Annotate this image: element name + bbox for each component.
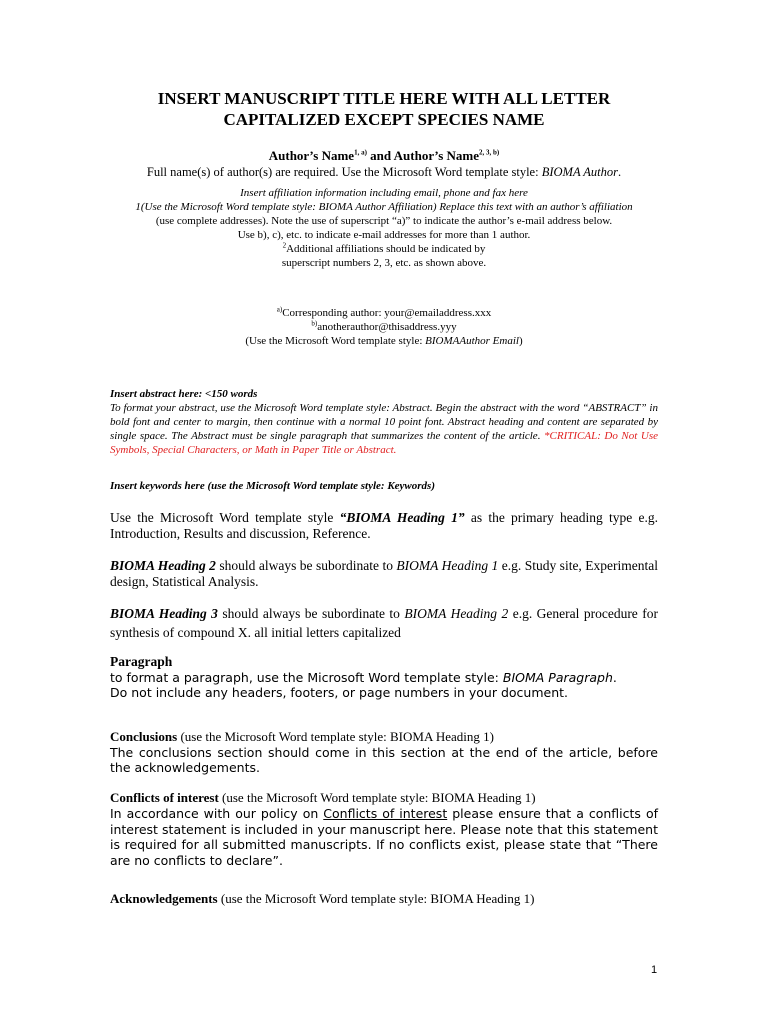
manuscript-title [110, 88, 658, 130]
corresp-email-1: Corresponding author: your@emailaddress.xxx [282, 307, 492, 319]
author-1-superscript: 1, a) [354, 148, 367, 157]
heading1-paragraph [110, 510, 658, 542]
paragraph-heading: Paragraph [110, 654, 173, 669]
corresp-style-note [110, 334, 658, 348]
h2-style: BIOMA Heading 2 [110, 558, 216, 573]
corresp-sup-a: a) [276, 305, 283, 314]
h2-suffix: e.g. Study site, Experimental design, Statistical Analysis. [110, 558, 658, 589]
conflicts-text [110, 806, 658, 868]
corresponding-author [110, 306, 658, 320]
conflicts-heading: Conflicts of interest [110, 790, 219, 805]
heading3-paragraph [110, 604, 658, 642]
corresp-note-suffix: ) [518, 335, 523, 347]
abstract-block [110, 387, 658, 457]
h3-style: BIOMA Heading 3 [110, 606, 218, 621]
paragraph-line1-suffix: . [612, 670, 617, 685]
affiliation-block [110, 186, 658, 270]
conclusions-heading-line [110, 729, 658, 745]
paragraph-line1-style: BIOMA Paragraph [502, 670, 613, 685]
conclusions-heading: Conclusions [110, 729, 178, 744]
title-line-2: CAPITALIZED EXCEPT SPECIES NAME [223, 110, 545, 129]
affiliation-line-1: Insert affiliation information including email, phone and fax here [240, 187, 528, 199]
conclusions-note: (use the Microsoft Word template style: BIOMA Heading 1) [177, 729, 494, 744]
conflicts-note: (use the Microsoft Word template style: BIOMA Heading 1) [218, 790, 536, 805]
abstract-heading: Insert abstract here: <150 words [110, 388, 258, 400]
paragraph-text [110, 670, 658, 685]
author-2-superscript: 2, 3, b) [479, 148, 500, 157]
author-note [110, 164, 658, 180]
conflicts-policy-link[interactable]: Conflicts of interest [323, 806, 448, 821]
acknowledgements-heading-line [110, 891, 658, 907]
affiliation-line-4: Use b), c), etc. to indicate e-mail addresses for more than 1 author. [237, 229, 531, 241]
heading2-paragraph [110, 558, 658, 590]
affiliation-line-6: superscript numbers 2, 3, etc. as shown above. [281, 257, 487, 269]
page-number: 1 [651, 964, 658, 976]
conflicts-heading-line [110, 790, 658, 806]
h3-ref: BIOMA Heading 2 [404, 606, 509, 621]
author-note-suffix: . [618, 165, 622, 179]
conclusions-text: The conclusions section should come in this section at the end of the article, before the acknowledgements. [110, 745, 658, 775]
corresp-note-prefix: (Use the Microsoft Word template style: [245, 335, 426, 347]
affiliation-line-5-text: Additional affiliations should be indicated by [286, 243, 486, 255]
author-name-2: Author’s Name [393, 148, 479, 163]
affiliation-line-3: (use complete addresses). Note the use of superscript “a)” to indicate the author’s e-mail address below. [155, 215, 613, 227]
corresp-email-2: anotherauthor@thisaddress.yyy [317, 321, 457, 333]
author-note-style: BIOMA Author [541, 165, 618, 179]
abstract-critical-note: *CRITICAL: Do Not Use Symbols, Special Characters, or Math in Paper Title or Abstract. [110, 430, 659, 456]
second-author-email [110, 320, 658, 334]
h3-suffix: e.g. General procedure for synthesis of compound X. all initial letters capitalized [110, 606, 658, 640]
h3-middle: should always be subordinate to [217, 606, 405, 621]
keywords-line: Insert keywords here (use the Microsoft Word template style: Keywords) [110, 480, 435, 492]
corresp-note-style: BIOMAAuthor Email [425, 335, 519, 347]
h2-ref: BIOMA Heading 1 [396, 558, 499, 573]
abstract-body: To format your abstract, use the Microsoft Word template style: Abstract. Begin the abstract with the word “ABSTRACT” in bold font and center to margin, then continue with a normal 10 point font. Abstract heading and content are separated by single space. The Abstract must be single paragraph that summarizes the content of the article. [110, 402, 658, 442]
h1-prefix: Use the Microsoft Word template style [110, 510, 340, 525]
h1-suffix: as the primary heading type e.g. Introduction, Results and discussion, Reference. [110, 510, 658, 541]
conflicts-text-prefix: In accordance with our policy on [110, 806, 324, 821]
h1-style: “BIOMA Heading 1” [339, 510, 465, 525]
paragraph-line1-prefix: to format a paragraph, use the Microsoft Word template style: [110, 670, 503, 685]
paragraph-line-2: Do not include any headers, footers, or page numbers in your document. [110, 685, 569, 700]
conclusions-section [110, 729, 658, 775]
paragraph-section [110, 654, 658, 700]
acknowledgements-heading: Acknowledgements [110, 891, 218, 906]
title-line-1: INSERT MANUSCRIPT TITLE HERE WITH ALL LETTER [157, 89, 611, 108]
author-note-text: Full name(s) of author(s) are required. Use the Microsoft Word template style: [146, 165, 542, 179]
author-name-1: Author’s Name [268, 148, 355, 163]
affiliation-line-2: 1(Use the Microsoft Word template style: BIOMA Author Affiliation) Replace this text with an author’s affiliation [135, 201, 633, 213]
h2-middle: should always be subordinate to [215, 558, 397, 573]
conflicts-text-suffix: please ensure that a conflicts of interest statement is included in your manuscript here. Please note that this statement is required for all submitted manuscripts. If no conflicts exist, please state that “There are no conflicts to declare”. [110, 806, 658, 868]
conflicts-section [110, 790, 658, 868]
acknowledgements-note: (use the Microsoft Word template style: BIOMA Heading 1) [217, 891, 535, 906]
author-names [110, 148, 658, 164]
abstract-text [110, 401, 658, 457]
author-and: and [366, 148, 394, 163]
corresp-sup-b: b) [311, 319, 318, 328]
authors-block [110, 148, 658, 180]
affiliation-superscript: 2 [282, 241, 287, 250]
affiliation-line-5 [110, 242, 658, 256]
correspondence-block [110, 306, 658, 348]
